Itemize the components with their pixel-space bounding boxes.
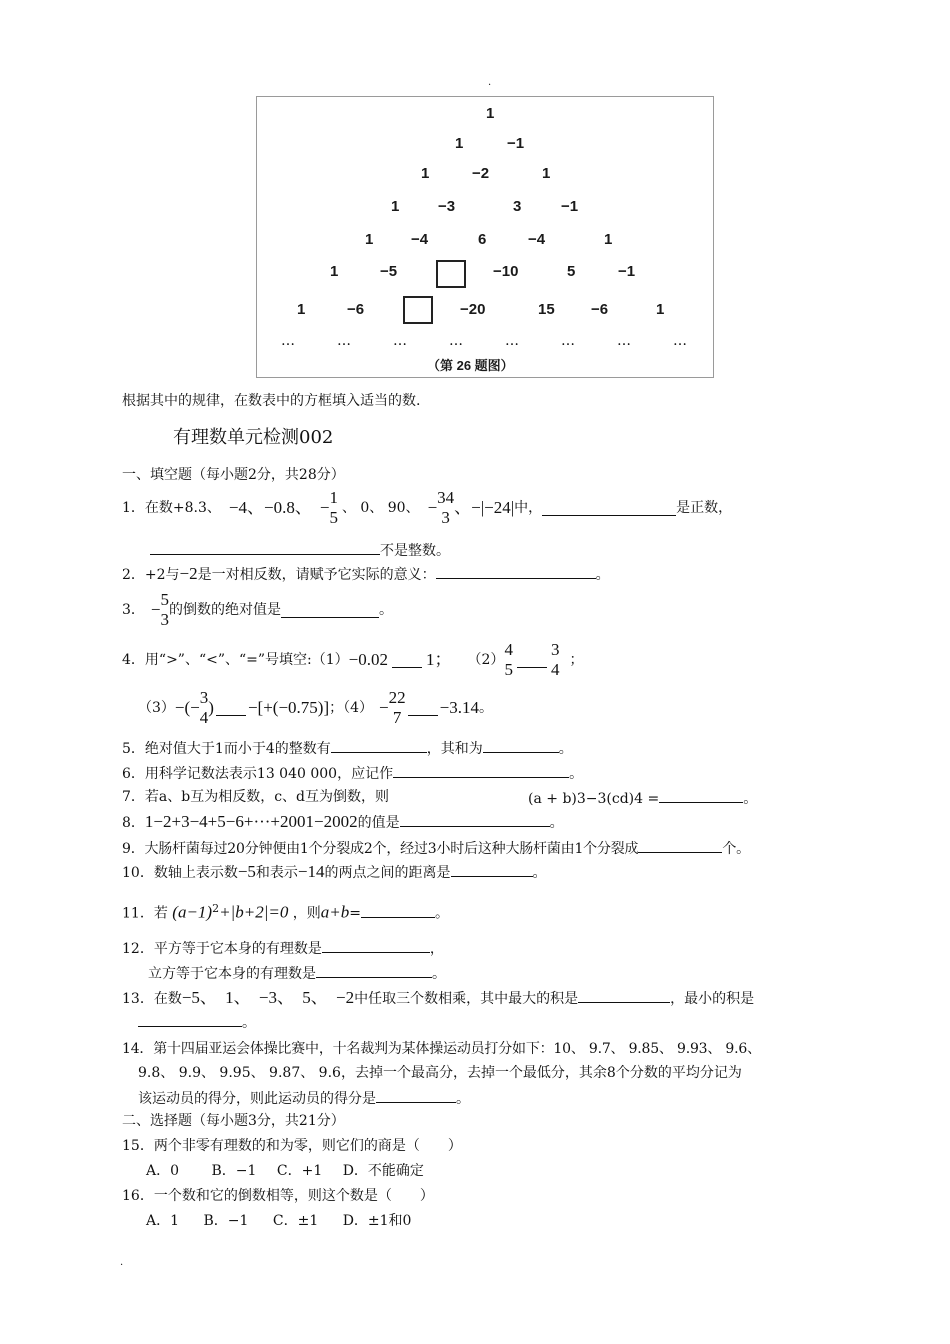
question-4-line2: （3） −(− 3 4 ) − [+(−0.75)] ；（4） − 22 7 −3.14 。 — [138, 688, 493, 727]
q2-text2: 是一对相反数，请赋予它实际的意义： — [197, 567, 436, 583]
q5-end: 。 — [558, 741, 573, 757]
question-9 — [122, 838, 750, 858]
q5-mid: ，其和为 — [426, 741, 483, 757]
q4-p3: （3） — [138, 700, 175, 716]
q13-blank-1[interactable] — [578, 988, 670, 1003]
cell-r2-c0: 1 — [421, 165, 430, 182]
q3-blank[interactable] — [281, 603, 379, 618]
q1-neg: − — [319, 498, 330, 517]
question-8 — [122, 812, 564, 832]
q9-end: 个。 — [722, 841, 750, 857]
figure-caption: （第 26 题图） — [427, 358, 514, 373]
q10-blank[interactable] — [451, 862, 533, 877]
question-5 — [122, 738, 573, 758]
cell-r1-c0: 1 — [455, 135, 464, 152]
question-13-line2 — [138, 1012, 256, 1032]
q15-option-a[interactable]: A．0 — [146, 1163, 180, 1179]
question-15: 15．两个非零有理数的和为零，则它们的商是（ ） — [122, 1138, 462, 1154]
header-dot: . — [488, 77, 492, 88]
question-2 — [122, 564, 610, 584]
q8-prefix: 8． — [122, 815, 145, 831]
q10-text2: 的两点之间的距离是 — [324, 865, 451, 881]
cell-r6-c1: −6 — [347, 301, 365, 318]
q12-comma: ， — [429, 941, 444, 957]
q8-expr: 1−2+3−4+5−6+···+2001−2002 — [144, 812, 358, 831]
question-6 — [122, 763, 583, 783]
cell-r6-c4: 15 — [538, 301, 555, 318]
cell-r3-c1: −3 — [438, 198, 456, 215]
q1-line2-text: 不是整数。 — [380, 543, 450, 559]
q4-p4: ；（4） — [329, 700, 374, 716]
q9-blank[interactable] — [638, 838, 722, 853]
q1-blank-non-integer[interactable] — [150, 540, 380, 555]
question-12 — [122, 938, 444, 958]
q11-expr2: +|b+2|=0 — [219, 902, 289, 922]
q4-e4: −3.14 — [439, 698, 479, 717]
cell-r4-c1: −4 — [411, 231, 429, 248]
q6-text: 6．用科学记数法表示13 040 000，应记作 — [122, 766, 394, 782]
ellipsis: … — [281, 333, 295, 349]
cell-r6-c3: −20 — [460, 301, 486, 318]
q4-fraction-2: 3 4 — [550, 640, 560, 679]
q4-blank-2[interactable] — [517, 653, 547, 668]
cell-r6-c5: −6 — [591, 301, 609, 318]
ellipsis: … — [337, 333, 351, 349]
ellipsis: … — [449, 333, 463, 349]
cell-r5-c3: −10 — [493, 263, 519, 280]
cell-r6-c0: 1 — [297, 301, 306, 318]
question-13 — [122, 988, 754, 1008]
q4-prefix: 4．用“>”、“<”、“=”号填空:（1） — [122, 652, 349, 668]
q4-blank-3[interactable] — [216, 701, 246, 716]
q11-expr: (a−1) — [172, 902, 213, 922]
q4-blank-4[interactable] — [408, 701, 438, 716]
cell-r4-c0: 1 — [365, 231, 374, 248]
q9-text: 9．大肠杆菌每过20分钟便由1个分裂成2个，经过3小时后这种大肠杆菌由1个分裂成 — [122, 841, 639, 857]
q5-text: 5．绝对值大于1而小于4的整数有 — [122, 741, 331, 757]
q5-blank-1[interactable] — [331, 738, 427, 753]
q12-blank-1[interactable] — [322, 938, 430, 953]
q13-text3: ，最小的积是 — [670, 991, 755, 1007]
question-12-line2 — [148, 963, 446, 983]
ellipsis: … — [561, 333, 575, 349]
question-15-options — [146, 1162, 424, 1180]
cell-r4-c2: 6 — [478, 231, 487, 248]
q15-option-b[interactable]: B．−1 — [211, 1163, 257, 1179]
cell-r0-c0: 1 — [486, 105, 495, 122]
q1-blank-positive[interactable] — [542, 501, 676, 516]
question-4 — [122, 638, 583, 682]
q11-sup: 2 — [212, 902, 220, 915]
q10-end: 。 — [532, 865, 547, 881]
q4-e3d: [+(−0.75)] — [257, 698, 330, 717]
q5-blank-2[interactable] — [483, 738, 559, 753]
section-multiple-choice: 二、选择题（每小题3分，共21分） — [122, 1113, 345, 1129]
q16-option-a[interactable]: A．1 — [146, 1213, 180, 1229]
question-16: 16．一个数和它的倒数相等，则这个数是（ ） — [122, 1188, 434, 1204]
cell-r1-c1: −1 — [507, 135, 525, 152]
q13-text: 13．在数 — [122, 991, 182, 1007]
ellipsis: … — [393, 333, 407, 349]
q14-line3: 该运动员的得分，则此运动员的得分是 — [138, 1091, 376, 1107]
q10-mid: 和表示 — [255, 865, 298, 881]
question-11 — [122, 900, 449, 923]
question-14-line3 — [138, 1088, 470, 1108]
ellipsis: … — [505, 333, 519, 349]
cell-r5-c4: 5 — [567, 263, 576, 280]
q1-prefix: 1．在数+8.3、 — [122, 500, 221, 516]
q2-neg2: −2 — [179, 564, 198, 583]
q13-text2: 中任取三个数相乘，其中最大的积是 — [354, 991, 579, 1007]
q13-nums: −5、 1、 −3、 5、 −2 — [181, 988, 355, 1007]
q4-e3b: ) — [208, 698, 214, 717]
q8-blank[interactable] — [400, 812, 550, 827]
q13-blank-2[interactable] — [138, 1012, 242, 1027]
q7-blank[interactable] — [659, 788, 743, 803]
q4-e3c: − — [247, 698, 258, 717]
q16-option-b[interactable]: B．−1 — [203, 1213, 249, 1229]
q10-n1: −5 — [237, 862, 256, 881]
q4-p2: （2） — [467, 652, 505, 668]
q1-tail: 、−|−24| — [454, 498, 515, 517]
q11-prefix: 11．若 — [122, 905, 168, 922]
footer-dot: . — [120, 1257, 124, 1268]
q1-neg: − — [427, 498, 438, 517]
ellipsis: … — [673, 333, 687, 349]
q7-text: 7．若a、b互为相反数，c、d互为倒数，则 — [122, 789, 390, 805]
question-7 — [122, 788, 389, 806]
triangle-figure — [256, 96, 714, 378]
cell-r2-c1: −2 — [472, 165, 490, 182]
q15-option-c[interactable]: C．+1 — [276, 1163, 323, 1179]
q3-prefix: 3． — [122, 602, 145, 618]
cell-r2-c2: 1 — [542, 165, 551, 182]
q4-fraction-3: 3 4 — [199, 688, 209, 727]
cell-r3-c0: 1 — [391, 198, 400, 215]
q11-text: ，则 — [292, 905, 321, 922]
q16-option-d[interactable]: D．±1和0 — [342, 1213, 412, 1229]
cell-r3-c2: 3 — [513, 198, 522, 215]
q3-end: 。 — [379, 602, 394, 618]
q11-eq: = — [349, 905, 362, 922]
answer-box-row7[interactable] — [403, 296, 433, 324]
q2-text: 2．+2与 — [122, 567, 180, 583]
cell-r4-c3: −4 — [528, 231, 546, 248]
q11-blank[interactable] — [361, 903, 435, 918]
cell-r5-c5: −1 — [618, 263, 636, 280]
q12-blank-2[interactable] — [316, 963, 432, 978]
q1-after-blank: 是正数， — [676, 500, 733, 516]
q4-fraction-4: 22 7 — [388, 688, 406, 727]
answer-box-row6[interactable] — [436, 260, 466, 288]
cell-r3-c3: −1 — [561, 198, 579, 215]
q3-text: 的倒数的绝对值是 — [169, 602, 282, 618]
question-7-expr — [528, 788, 757, 808]
q4-end: 。 — [478, 700, 493, 716]
question-14-line1: 14．第十四届亚运会体操比赛中，十名裁判为某体操运动员打分如下：10、 9.7、 9.85、 9.93、 9.6、 — [122, 1041, 761, 1057]
q14-end: 。 — [456, 1091, 470, 1107]
q4-expr1b: 1； — [426, 650, 452, 669]
q1-tail2: 中， — [514, 500, 543, 516]
question-3: 3． − 5 3 的倒数的绝对值是 。 — [122, 590, 394, 629]
question-1 — [122, 486, 732, 530]
section-fill-in: 一、填空题（每小题2分，共28分） — [122, 467, 345, 483]
q4-semi: ； — [569, 652, 584, 668]
q2-end: 。 — [595, 567, 610, 583]
q6-blank[interactable] — [393, 763, 569, 778]
q4-blank-1[interactable] — [392, 653, 422, 668]
q7-expr: (a + b)3−3(cd)4 = — [528, 791, 660, 807]
cell-r5-c1: −5 — [380, 263, 398, 280]
q12-end: 。 — [432, 966, 446, 982]
cell-r5-c0: 1 — [330, 263, 339, 280]
q10-n2: −14 — [297, 862, 325, 881]
q14-blank[interactable] — [376, 1088, 456, 1103]
q2-blank[interactable] — [436, 564, 596, 579]
q7-end: 。 — [743, 791, 758, 807]
question-16-options — [146, 1212, 411, 1230]
q10-text: 10．数轴上表示数 — [122, 865, 238, 881]
q15-option-d[interactable]: D．不能确定 — [342, 1163, 424, 1179]
q4-e3a: −(− — [174, 698, 200, 717]
q16-option-c[interactable]: C．±1 — [272, 1213, 319, 1229]
q1-mid: 、 0、 90、 — [341, 500, 420, 516]
instruction-text: 根据其中的规律，在数表中的方框填入适当的数. — [122, 393, 421, 409]
q8-text: 的值是 — [357, 815, 400, 831]
cell-r6-c6: 1 — [656, 301, 665, 318]
q3-fraction: 5 3 — [160, 590, 170, 629]
question-10 — [122, 862, 547, 882]
question-1-line2 — [150, 540, 450, 560]
q6-end: 。 — [569, 766, 584, 782]
cell-r4-c4: 1 — [604, 231, 613, 248]
q12-line2: 立方等于它本身的有理数是 — [148, 966, 316, 982]
q4-expr1: −0.02 — [348, 650, 389, 669]
q11-end: 。 — [435, 905, 450, 922]
page-title: 有理数单元检测002 — [173, 427, 334, 448]
q13-end: 。 — [242, 1015, 256, 1031]
q12-line1: 12．平方等于它本身的有理数是 — [122, 941, 322, 957]
q4-fraction-1: 4 5 — [504, 640, 513, 679]
q11-expr3: a+b — [320, 902, 350, 922]
q1-fraction-1: 1 5 — [329, 488, 338, 527]
question-14-line2: 9.8、 9.9、 9.95、 9.87、 9.6，去掉一个最高分，去掉一个最低分，其余8个分数的平均分记为 — [138, 1065, 742, 1081]
q1-items: −4、−0.8、 — [228, 498, 312, 517]
ellipsis: … — [617, 333, 631, 349]
q1-fraction-2: 34 3 — [437, 488, 455, 527]
q8-end: 。 — [549, 815, 564, 831]
